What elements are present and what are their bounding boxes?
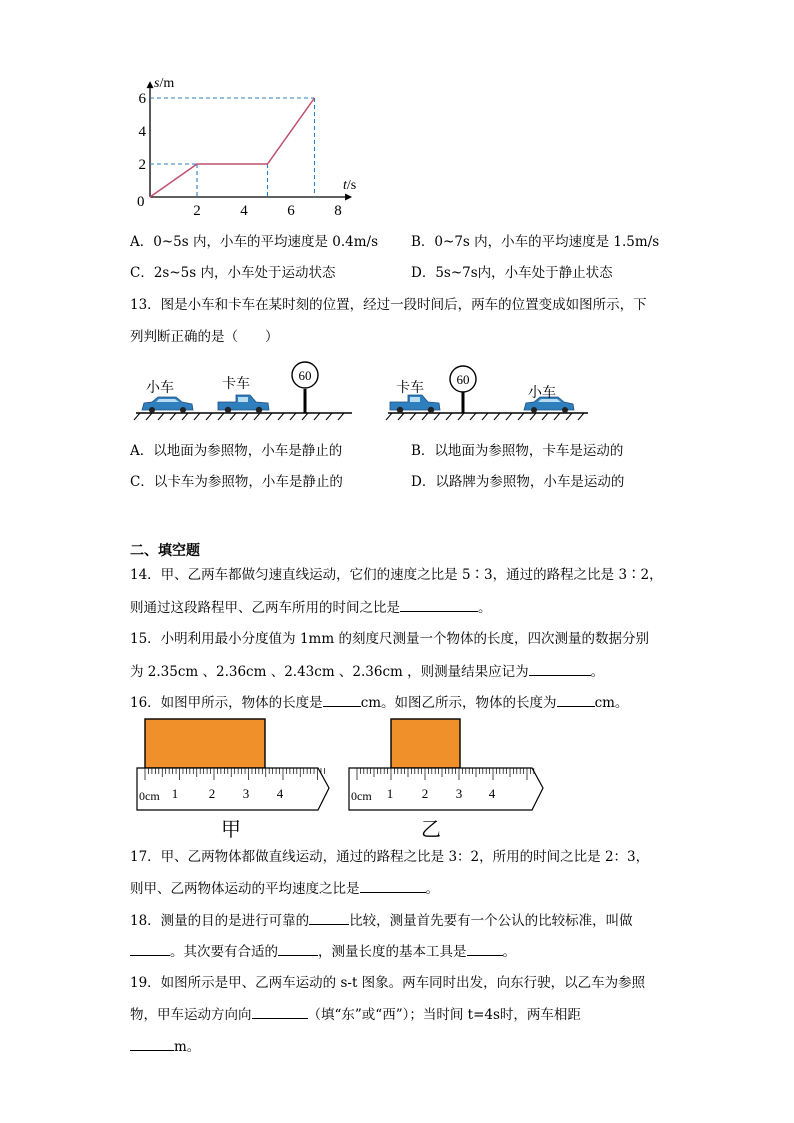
q12-option-d: D．5s~7s内，小车处于静止状态 (411, 265, 613, 281)
q19-line3 (130, 1036, 200, 1057)
ruler-number-2-right: 2 (421, 786, 429, 801)
q16-blank-1[interactable] (323, 692, 361, 707)
x-axis-arrow (345, 194, 352, 201)
x-tick-label-8: 8 (334, 203, 342, 219)
q13-option-c: C．以卡车为参照物，小车是静止的 (130, 474, 343, 490)
right-truck (390, 395, 440, 413)
q18-l1a: 18．测量的目的是进行可靠的 (130, 913, 310, 929)
q18-line1 (130, 910, 633, 931)
q19-line1: 19．如图所示是甲、乙两车运动的 s-t 图象。两车同时出发，向东行驶，以乙车为参照 (130, 975, 646, 991)
x-tick-label-4: 4 (240, 203, 248, 219)
q18-l2b: ，测量长度的基本工具是 (318, 944, 467, 960)
q18-l1b: 比较，测量首先要有一个公认的比较标准，叫做 (349, 913, 633, 929)
ruler-number-1-left: 1 (171, 786, 179, 801)
q16-blank-2[interactable] (557, 692, 595, 707)
ruler-unit-left: 0cm (139, 789, 160, 803)
q17-answer-blank[interactable] (360, 878, 426, 893)
x-tick-label-2: 2 (193, 203, 201, 219)
q13-stem-line1: 13．图是小车和卡车在某时刻的位置，经过一段时间后，两车的位置变成如图所示，下 (130, 297, 647, 313)
q19-blank-1[interactable] (252, 1004, 308, 1019)
left-speed-sign-text: 60 (298, 368, 312, 383)
y-axis-arrow (147, 81, 154, 88)
q15-line2-end: 。 (590, 664, 605, 680)
q12-option-a: A．0~5s 内，小车的平均速度是 0.4m/s (130, 234, 378, 250)
q14-line2-end: 。 (478, 600, 492, 616)
left-truck (218, 395, 269, 413)
cars-figure (132, 358, 602, 422)
ruler-number-2-left: 2 (208, 786, 216, 801)
ruler-number-4-right: 4 (488, 786, 496, 801)
q17-line2-end: 。 (425, 881, 439, 897)
y-axis-label: s/m (154, 76, 175, 91)
right-truck-label: 卡车 (396, 380, 424, 396)
q13-stem-line2: 列判断正确的是（ ） (130, 329, 279, 345)
q16-part3: cm。 (594, 695, 629, 711)
q14-line2-text: 则通过这段路程甲、乙两车所用的时间之比是 (130, 600, 400, 616)
figure-label-yi: 乙 (421, 817, 441, 841)
ruler-number-1-right: 1 (386, 786, 394, 801)
ruler-figure-right (347, 716, 547, 841)
q12-option-b: B．0~7s 内，小车的平均速度是 1.5m/s (411, 234, 660, 250)
q19-line2 (130, 1004, 581, 1025)
ruler-number-3-right: 3 (455, 786, 463, 801)
q14-line2 (130, 597, 492, 618)
q18-blank-1[interactable] (309, 910, 349, 925)
q19-l3: m。 (174, 1039, 201, 1055)
q18-blank-2[interactable] (130, 941, 170, 956)
section-title: 二、填空题 (130, 543, 200, 559)
right-small-car-label: 小车 (528, 385, 556, 401)
q16-part1: 16．如图甲所示，物体的长度是 (130, 695, 323, 711)
distance-time-line (150, 98, 315, 197)
left-truck-label: 卡车 (222, 376, 250, 392)
q15-line2-text: 为 2.35cm 、2.36cm 、2.43cm 、2.36cm ，则测量结果应记为 (130, 664, 529, 680)
left-small-car-label: 小车 (146, 380, 174, 396)
q18-blank-4[interactable] (467, 941, 503, 956)
q17-line1: 17．甲、乙两物体都做直线运动，通过的路程之比是 3：2，所用的时间之比是 2：3， (130, 849, 650, 865)
q19-l2b: （填“东”或“西”）；当时间 t=4s时，两车相距 (307, 1007, 581, 1023)
q14-answer-blank[interactable] (400, 597, 478, 612)
q15-answer-blank[interactable] (529, 661, 591, 676)
q17-line2 (130, 878, 439, 899)
x-tick-label-6: 6 (287, 203, 295, 219)
q13-option-d: D．以路牌为参照物，小车是运动的 (411, 474, 625, 490)
q15-line2 (130, 661, 604, 682)
q16-text (130, 692, 628, 713)
q15-line1: 15．小明利用最小分度值为 1mm 的刻度尺测量一个物体的长度，四次测量的数据分别 (130, 631, 649, 647)
left-small-car (142, 397, 193, 413)
q18-blank-3[interactable] (278, 941, 318, 956)
object-block-right (391, 719, 460, 768)
x-axis-label: t/s (343, 178, 357, 193)
ruler-unit-right: 0cm (351, 789, 372, 803)
q18-line2 (130, 941, 516, 962)
y-tick-label-6: 6 (138, 91, 146, 107)
q12-option-c: C．2s~5s 内，小车处于运动状态 (130, 265, 336, 281)
ruler-number-3-left: 3 (242, 786, 250, 801)
origin-label: 0 (137, 194, 145, 210)
q17-line2-text: 则甲、乙两物体运动的平均速度之比是 (130, 881, 360, 897)
q18-l2c: 。 (502, 944, 516, 960)
y-tick-label-2: 2 (138, 157, 146, 173)
ruler-number-4-left: 4 (276, 786, 284, 801)
q19-blank-2[interactable] (130, 1036, 174, 1051)
object-block-left (145, 719, 265, 768)
right-speed-sign-text: 60 (456, 372, 470, 387)
q18-l2a: 。其次要有合适的 (170, 944, 278, 960)
q16-part2: cm。如图乙所示，物体的长度为 (360, 695, 557, 711)
q13-option-b: B．以地面为参照物，卡车是运动的 (411, 443, 624, 459)
q14-line1: 14．甲、乙两车都做匀速直线运动，它们的速度之比是 5∶3，通过的路程之比是 3∶2， (130, 567, 663, 583)
ruler-figure-left (135, 716, 335, 841)
q19-l2a: 物，甲车运动方向向 (130, 1007, 252, 1023)
figure-label-jia: 甲 (221, 817, 241, 841)
st-graph (130, 70, 370, 220)
q13-option-a: A．以地面为参照物，小车是静止的 (130, 443, 343, 459)
y-tick-label-4: 4 (138, 124, 146, 140)
